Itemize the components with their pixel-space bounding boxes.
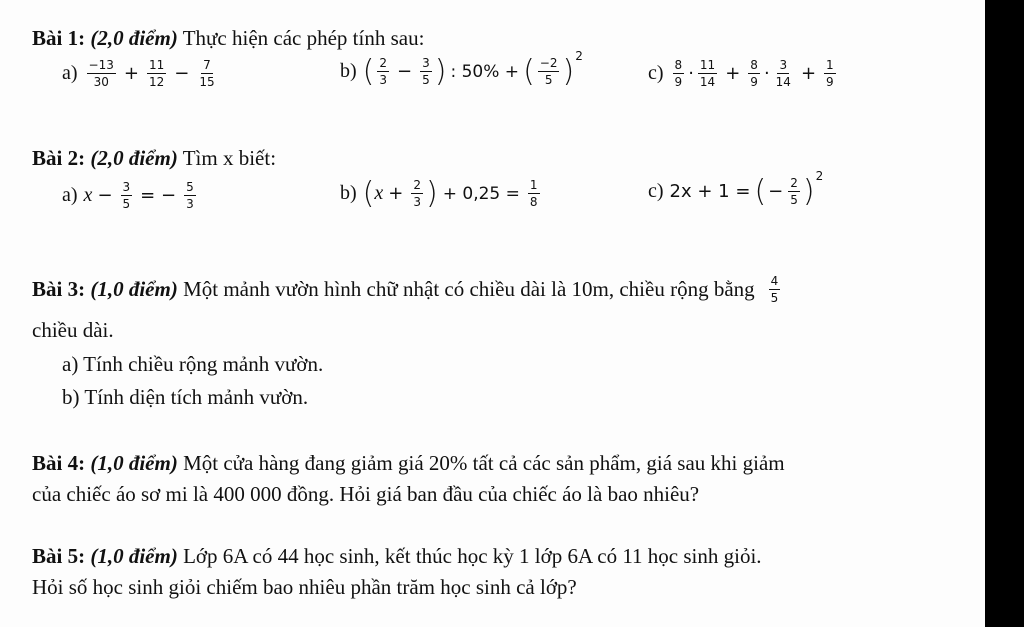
bai3-title: Bài 3: <box>32 277 86 301</box>
expression-text: 2x + 1 = <box>669 181 751 202</box>
variable: x <box>374 182 384 204</box>
bai2-title: Bài 2: <box>32 146 86 170</box>
operator: − <box>174 63 190 84</box>
item-label: b) <box>340 182 357 204</box>
operator: − <box>97 185 113 206</box>
fraction: $\frac{5}{3}$ <box>186 180 194 211</box>
variable: x <box>83 184 93 206</box>
fraction: $\frac{3}{14}$ <box>775 58 791 89</box>
bai2-a <box>62 180 199 211</box>
bai5-title: Bài 5: <box>32 544 86 568</box>
fraction: $\frac{11}{12}$ <box>148 58 165 89</box>
fraction: $\frac{8}{9}$ <box>750 58 758 89</box>
fraction: $\frac{1}{9}$ <box>826 58 834 89</box>
item-label: b) <box>340 60 357 82</box>
bai1-a <box>62 58 220 89</box>
bai3-text: Một mảnh vườn hình chữ nhật có chiều dài là 10m, chiều rộng bằng <box>183 277 755 301</box>
operator: + <box>725 63 741 84</box>
operator: = − <box>140 185 177 206</box>
bai1-b: b) ( $\frac{2}{3}$ − $\frac{3}{5}$ ) : 50% + ( $\frac{-2}{5}$ ) $^2$ <box>340 48 583 89</box>
bai4-text2: của chiếc áo sơ mi là 400 000 đồng. Hỏi giá ban đầu của chiếc áo là bao nhiêu? <box>32 482 700 506</box>
bai4-text: Một cửa hàng đang giảm giá 20% tất cả các sản phẩm, giá sau khi giảm <box>183 451 785 475</box>
operator: − <box>397 61 413 82</box>
fraction: $\frac{4}{5}$ <box>770 274 779 305</box>
item-label: a) <box>62 62 78 84</box>
bai2-points: (2,0 điểm) <box>90 146 178 170</box>
expression-text: : 50% + <box>450 61 520 82</box>
fraction: $\frac{2}{3}$ <box>413 178 422 209</box>
operator: + <box>388 183 404 204</box>
bai5-text: Lớp 6A có 44 học sinh, kết thúc học kỳ 1 lớp 6A có 11 học sinh giỏi. <box>183 544 762 568</box>
bai1-text: Thực hiện các phép tính sau: <box>182 26 425 50</box>
bai1-points: (2,0 điểm) <box>90 26 178 50</box>
bai4-heading <box>32 451 785 476</box>
item-label: c) <box>648 62 664 84</box>
expression-text: + 0,25 = <box>442 183 520 204</box>
bai2-text: Tìm x biết: <box>182 146 277 170</box>
fraction: $\frac{3}{5}$ <box>422 56 430 87</box>
fraction: $\frac{2}{5}$ <box>790 176 798 207</box>
operator: − <box>768 181 784 202</box>
bai1-heading <box>32 26 424 51</box>
fraction: $\frac{1}{8}$ <box>529 178 538 209</box>
bai4-points: (1,0 điểm) <box>90 451 178 475</box>
bai2-b: b) ( x + $\frac{2}{3}$ ) + 0,25 = $\frac{1}{8}$ <box>340 175 538 211</box>
fraction: $\frac{8}{9}$ <box>674 58 683 89</box>
bai2-heading <box>32 146 276 171</box>
bai5-points: (1,0 điểm) <box>90 544 178 568</box>
bai3-a: a) Tính chiều rộng mảnh vườn. <box>62 352 324 376</box>
fraction: $\frac{7}{15}$ <box>199 58 215 89</box>
bai1-title: Bài 1: <box>32 26 86 50</box>
fraction: $\frac{2}{3}$ <box>379 56 388 87</box>
item-label: a) <box>62 184 78 206</box>
bai1-c: c) $\frac{8}{9}$ · $\frac{11}{14}$ + $\frac{8}{9}$ · $\frac{3}{14}$ + $\frac{1}{9}$ <box>648 58 834 89</box>
fraction: $\frac{-2}{5}$ <box>539 56 558 87</box>
bai3-points: (1,0 điểm) <box>90 277 178 301</box>
fraction: $\frac{3}{5}$ <box>122 180 131 211</box>
bai5-heading <box>32 544 762 569</box>
bai3-b: b) Tính diện tích mảnh vườn. <box>62 385 309 409</box>
bai3-heading <box>32 274 783 305</box>
item-label: c) <box>648 180 664 202</box>
bai4-title: Bài 4: <box>32 451 86 475</box>
operator: + <box>800 63 817 84</box>
exponent: 2 <box>575 48 583 63</box>
fraction: $\frac{11}{14}$ <box>699 58 716 89</box>
bai5-text2: Hỏi số học sinh giỏi chiếm bao nhiêu phần trăm học sinh cả lớp? <box>32 575 577 599</box>
exponent: 2 <box>815 168 824 183</box>
fraction: $\frac{-13}{30}$ <box>88 58 114 89</box>
bai2-c: c) 2x + 1 = ( − $\frac{2}{5}$ ) $^2$ <box>648 168 824 209</box>
bai3-text2: chiều dài. <box>32 318 114 342</box>
operator: + <box>123 63 139 84</box>
